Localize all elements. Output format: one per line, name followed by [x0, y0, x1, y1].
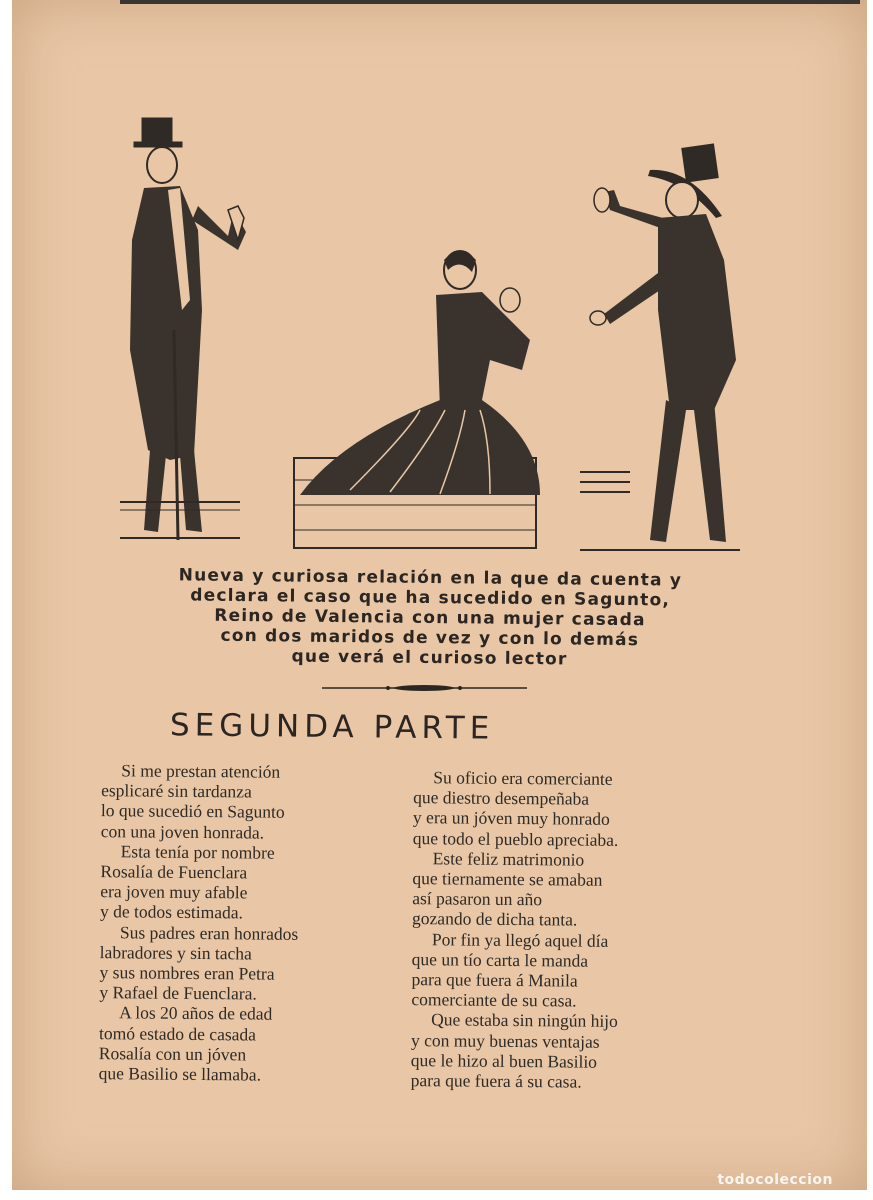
woodcut-illustration	[110, 110, 750, 570]
verse-line: que un tío carta le manda	[411, 948, 589, 971]
verse-line: Sus padres eran honrados	[119, 921, 299, 944]
watermark: todocoleccion	[717, 1172, 833, 1188]
verse-column-left	[99, 760, 300, 1085]
verse-line: y sus nombres eran Petra	[99, 962, 275, 984]
part-heading: SEGUNDA PARTE	[169, 707, 495, 747]
verse-line: Por fin ya llegó aquel día	[431, 928, 609, 951]
verse-line: que tiernamente se amaban	[412, 868, 603, 890]
document-title	[109, 565, 750, 672]
verse-line: que le hizo al buen Basilio	[410, 1049, 598, 1072]
verse-line: y Rafael de Fuenclara.	[99, 982, 257, 1004]
top-edge	[120, 0, 860, 4]
verse-line: para que fuera á Manila	[411, 969, 578, 991]
verse-line: que diestro desempeñaba	[413, 787, 590, 809]
title-line: declara el caso que ha sucedido en Sagunto,	[190, 585, 671, 611]
verse-line: Rosalía de Fuenclara	[100, 861, 248, 883]
verse-line: Rosalía con un jóven	[98, 1042, 247, 1065]
verse-line: Esta tenía por nombre	[120, 841, 275, 863]
verse-line: Su oficio era comerciante	[433, 767, 613, 789]
verse-line: A los 20 años de edad	[119, 1002, 273, 1025]
verse-line: así pasaron un año	[412, 888, 543, 910]
title-line: con dos maridos de vez y con lo demás	[220, 625, 640, 651]
verse-line: y con muy buenas ventajas	[410, 1029, 600, 1052]
verse-line: tomó estado de casada	[98, 1022, 257, 1045]
verse-line: era joven muy afable	[100, 881, 248, 903]
verse-line: Si me prestan atención	[121, 760, 281, 782]
verse-line: gozando de dicha tanta.	[412, 908, 578, 930]
verse-line: esplicaré sin tardanza	[101, 780, 252, 802]
verse-line: que todo el pueblo apreciaba.	[412, 827, 619, 850]
gesturing-man-figure	[580, 144, 740, 550]
verse-line: con una joven honrada.	[100, 820, 265, 843]
verse-line: para que fuera á su casa.	[410, 1070, 582, 1092]
title-line: Nueva y curiosa relación en la que da cuenta y	[178, 565, 683, 591]
verse-line: Que estaba sin ningún hijo	[431, 1009, 618, 1032]
verse-column-right	[411, 767, 620, 1092]
kneeling-woman-figure	[294, 251, 540, 548]
verse-line: comerciante de su casa.	[411, 989, 577, 1011]
verse-line: y de todos estimada.	[100, 901, 244, 923]
title-line: Reino de Valencia con una mujer casada	[214, 605, 646, 631]
verse-line: que Basilio se llamaba.	[98, 1063, 262, 1085]
title-line: que verá el curioso lector	[291, 646, 568, 670]
ornamental-divider	[322, 683, 527, 693]
verse-line: Este feliz matrimonio	[432, 848, 585, 870]
standing-man-figure	[120, 118, 246, 540]
verse-line: lo que sucedió en Sagunto	[100, 800, 285, 823]
verse-line: y era un jóven muy honrado	[412, 807, 610, 830]
verse-line: labradores y sin tacha	[99, 941, 252, 964]
